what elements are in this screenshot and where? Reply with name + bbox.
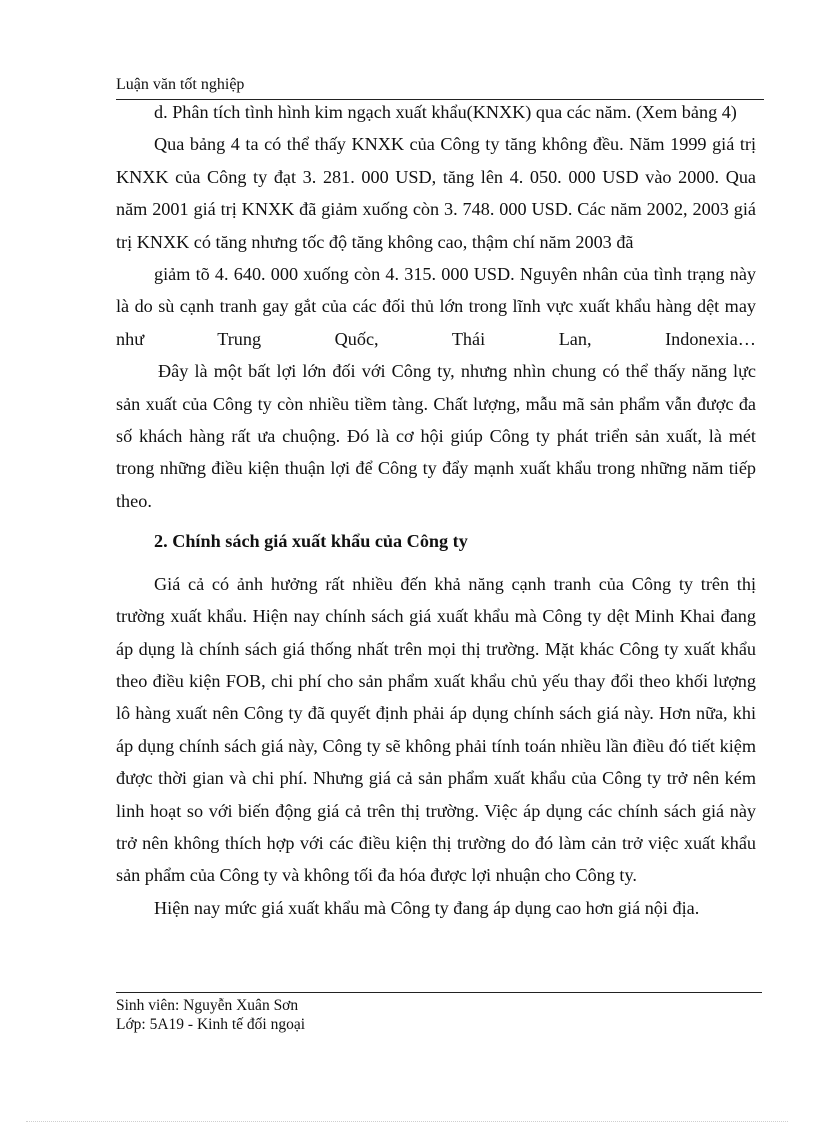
- footer-class: Lớp: 5A19 - Kinh tế đối ngoại: [116, 1016, 306, 1033]
- paragraph-capacity: Đây là một bất lợi lớn đối với Công ty, nhưng nhìn chung có thể thấy năng lực sản xuất của Công ty còn nhiều tiềm tàng. Chất lượng, mẫu mã sản phẩm vẫn được đa số khách hàng rất ưa chuộng. Đó là cơ hội giúp Công ty phát triển sản xuất, là mét trong những điều kiện thuận lợi để Công ty đẩy mạnh xuất khẩu trong những năm tiếp theo.: [116, 361, 756, 511]
- footer-student: Sinh viên: Nguyễn Xuân Sơn: [116, 997, 299, 1014]
- page-bottom-border: [26, 1121, 788, 1122]
- paragraph-pricing-policy: Giá cả có ảnh hưởng rất nhiều đến khả năng cạnh tranh của Công ty trên thị trường xuất khẩu. Hiện nay chính sách giá xuất khẩu mà Công ty dệt Minh Khai đang áp dụng là chính sách giá thống nhất trên mọi thị trường. Mặt khác Công ty xuất khẩu theo điều kiện FOB, chi phí cho sản phẩm xuất khẩu chủ yếu thay đổi theo khối lượng lô hàng xuất nên Công ty đã quyết định phải áp dụng chính sách giá này. Hơn nữa, khi áp dụng chính sách giá này, Công ty sẽ không phải tính toán nhiều lần điều đó tiết kiệm được thời gian và chi phí. Nhưng giá cả sản phẩm xuất khẩu của Công ty trở nên kém linh hoạt so với biến động giá cả trên thị trường. Việc áp dụng các chính sách giá này trở nên không thích hợp với các điều kiện thị trường do đó làm cản trở việc xuất khẩu sản phẩm của Công ty và không tối đa hóa được lợi nhuận cho Công ty.: [116, 573, 756, 886]
- page-header-title: Luận văn tốt nghiệp: [116, 76, 245, 93]
- page-footer: [116, 996, 305, 1034]
- section-heading: 2. Chính sách giá xuất khẩu của Công ty: [154, 531, 468, 552]
- paragraph-knxk-cause: giảm tõ 4. 640. 000 xuống còn 4. 315. 000 USD. Nguyên nhân của tình trạng này là do sù cạnh tranh gay gắt của các đối thủ lớn trong lĩnh vực xuất khẩu hàng dệt may như Trung Quốc, Thái Lan, Indonexia…: [116, 264, 756, 349]
- paragraph-knxk-trend: Qua bảng 4 ta có thể thấy KNXK của Công ty tăng không đều. Năm 1999 giá trị KNXK của Công ty đạt 3. 281. 000 USD, tăng lên 4. 050. 000 USD vào 2000. Qua năm 2001 giá trị KNXK đã giảm xuống còn 3. 748. 000 USD. Các năm 2002, 2003 giá trị KNXK có tăng nhưng tốc độ tăng không cao, thậm chí năm 2003 đã: [116, 134, 756, 252]
- section-d-heading: d. Phân tích tình hình kim ngạch xuất khẩu(KNXK) qua các năm. (Xem bảng 4): [154, 102, 737, 122]
- document-body: [116, 96, 756, 924]
- paragraph-price-level: Hiện nay mức giá xuất khẩu mà Công ty đang áp dụng cao hơn giá nội địa.: [154, 897, 700, 918]
- footer-divider: [116, 992, 762, 993]
